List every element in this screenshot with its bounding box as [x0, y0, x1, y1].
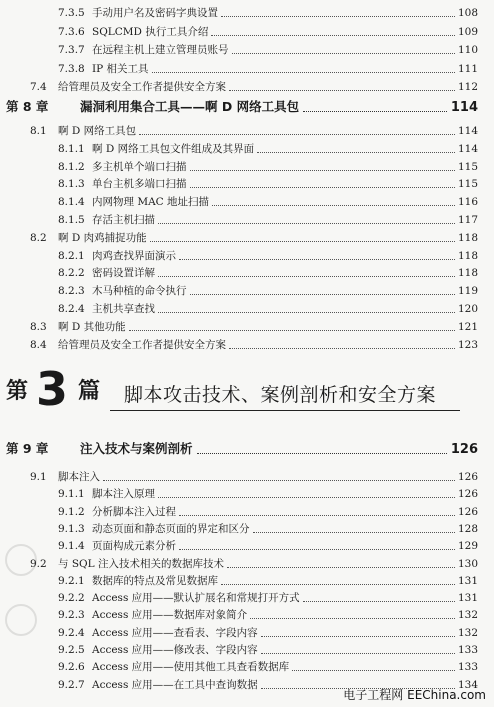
entry-page: 132 — [457, 626, 478, 639]
entry-page: 131 — [457, 574, 478, 587]
entry-title: Access 应用——修改表、字段内容 — [92, 644, 258, 656]
chapter-number: 第 8 章 — [6, 99, 49, 114]
leader-dots — [103, 479, 455, 481]
toc-entry[interactable] — [0, 522, 478, 536]
toc-entry[interactable] — [0, 470, 478, 484]
entry-title: Access 应用——在工具中查询数据 — [92, 678, 258, 691]
toc-entry[interactable] — [0, 249, 478, 263]
entry-page: 119 — [457, 285, 478, 298]
entry-title: 动态页面和静态页面的界定和区分 — [92, 522, 250, 535]
entry-number: 8.1 — [30, 125, 47, 137]
entry-title: 单台主机多端口扫描 — [92, 178, 187, 191]
entry-title: SQLCMD 执行工具介绍 — [92, 25, 209, 38]
entry-number: 9.2.1 — [58, 574, 85, 587]
leader-dots — [292, 669, 455, 671]
entry-number: 9.2.3 — [58, 609, 85, 622]
entry-number: 9.2.6 — [58, 661, 85, 674]
leader-dots — [229, 347, 455, 349]
toc-entry[interactable] — [0, 6, 478, 20]
entry-number: 7.3.6 — [58, 25, 85, 38]
entry-number: 9.2.7 — [58, 678, 85, 691]
watermark: 电子工程网 EEChina.com — [343, 688, 486, 702]
chapter-9-heading[interactable] — [0, 440, 478, 458]
entry-page: 130 — [457, 557, 478, 570]
entry-title: 分析脚本注入过程 — [92, 505, 176, 518]
entry-title: 密码设置详解 — [92, 267, 155, 280]
leader-dots — [158, 311, 455, 313]
part-title: 脚本攻击技术、案例剖析和安全方案 — [124, 384, 437, 406]
entry-number: 9.1.1 — [58, 488, 85, 501]
entry-title: 页面构成元素分析 — [92, 540, 176, 553]
leader-dots — [232, 52, 455, 54]
toc-entry[interactable] — [0, 643, 478, 657]
leader-dots — [152, 71, 455, 73]
leader-dots — [212, 204, 455, 206]
toc-entry[interactable] — [0, 338, 478, 352]
toc-entry[interactable] — [0, 574, 478, 588]
entry-number: 9.1 — [30, 471, 47, 483]
leader-dots — [190, 169, 455, 171]
entry-number: 9.1.4 — [58, 540, 85, 553]
entry-title: 啊 D 其他功能 — [58, 320, 126, 333]
chapter-number: 第 9 章 — [6, 441, 49, 456]
entry-title: 啊 D 网络工具包 — [58, 125, 137, 137]
entry-page: 118 — [457, 249, 478, 262]
entry-page: 118 — [457, 231, 478, 244]
entry-number: 7.3.5 — [58, 7, 85, 19]
chapter-page: 126 — [450, 442, 478, 457]
toc-entry[interactable] — [0, 25, 478, 39]
leader-dots — [227, 566, 455, 568]
entry-title: 啊 D 肉鸡捕捉功能 — [58, 231, 147, 244]
entry-number: 9.1.2 — [58, 505, 85, 518]
entry-title: Access 应用——默认扩展名和常规打开方式 — [92, 592, 300, 605]
seal-stamp-decoration — [4, 520, 38, 670]
entry-number: 7.3.8 — [58, 62, 85, 75]
entry-title: 与 SQL 注入技术相关的数据库技术 — [58, 557, 224, 570]
leader-dots — [158, 222, 455, 224]
entry-page: 111 — [457, 62, 478, 75]
toc-entry[interactable] — [0, 591, 478, 605]
toc-entry[interactable] — [0, 177, 478, 191]
leader-dots — [197, 452, 447, 454]
entry-number: 8.1.5 — [58, 214, 85, 226]
leader-dots — [211, 34, 455, 36]
entry-number: 8.1.3 — [58, 178, 85, 191]
entry-title: 在远程主机上建立管理员账号 — [92, 44, 229, 56]
leader-dots — [158, 496, 455, 498]
part-suffix: 篇 — [78, 379, 101, 404]
entry-page: 131 — [457, 592, 478, 605]
part-3-heading[interactable] — [0, 362, 494, 418]
chapter-title: 漏洞利用集合工具——啊 D 网络工具包 — [80, 99, 300, 114]
leader-dots — [150, 240, 455, 242]
toc-entry[interactable] — [0, 62, 478, 76]
chapter-page: 114 — [450, 100, 478, 115]
leader-dots — [250, 617, 455, 619]
leader-dots — [190, 293, 455, 295]
entry-page: 120 — [457, 303, 478, 315]
toc-entry[interactable] — [0, 320, 478, 334]
toc-entry[interactable] — [0, 505, 478, 519]
entry-page: 108 — [457, 7, 478, 19]
entry-page: 116 — [457, 196, 478, 209]
entry-title: IP 相关工具 — [92, 62, 149, 75]
toc-entry[interactable] — [0, 626, 478, 640]
toc-entry[interactable] — [0, 608, 478, 622]
entry-title: 多主机单个端口扫描 — [92, 160, 187, 173]
entry-title: 给管理员及安全工作者提供安全方案 — [58, 338, 226, 351]
entry-page: 133 — [457, 661, 478, 674]
leader-dots — [139, 133, 455, 135]
entry-number: 7.3.7 — [58, 44, 85, 56]
entry-page: 128 — [457, 522, 478, 535]
leader-dots — [190, 186, 455, 188]
entry-number: 8.1.2 — [58, 160, 85, 173]
entry-number: 8.1.1 — [58, 142, 85, 155]
entry-title: 主机共享查找 — [92, 303, 155, 315]
entry-number: 8.4 — [30, 338, 47, 351]
entry-number: 8.2.1 — [58, 249, 85, 262]
leader-dots — [158, 275, 455, 277]
leader-dots — [257, 151, 455, 153]
entry-page: 115 — [457, 160, 478, 173]
entry-number: 7.4 — [30, 81, 47, 93]
entry-title: 存活主机扫描 — [92, 214, 155, 226]
part-prefix: 第 — [6, 379, 29, 404]
toc-entry[interactable] — [0, 487, 478, 501]
entry-page: 134 — [457, 678, 478, 691]
toc-entry[interactable] — [0, 195, 478, 209]
entry-number: 9.1.3 — [58, 522, 85, 535]
leader-dots — [179, 514, 455, 516]
toc-entry[interactable] — [0, 124, 478, 138]
entry-number: 8.2.4 — [58, 303, 85, 315]
entry-page: 112 — [457, 81, 478, 93]
entry-number: 8.2 — [30, 231, 47, 244]
leader-dots — [303, 600, 455, 602]
leader-dots — [253, 531, 455, 533]
entry-page: 121 — [457, 320, 478, 333]
leader-dots — [221, 15, 455, 17]
entry-title: 手动用户名及密码字典设置 — [92, 7, 218, 19]
toc-entry[interactable] — [0, 302, 478, 316]
entry-title: 木马种植的命令执行 — [92, 285, 187, 298]
toc-entry[interactable] — [0, 213, 478, 227]
leader-dots — [179, 258, 455, 260]
entry-number: 9.2 — [30, 557, 47, 570]
entry-title: Access 应用——数据库对象简介 — [92, 609, 248, 622]
entry-page: 126 — [457, 488, 478, 501]
entry-page: 118 — [457, 267, 478, 280]
entry-title: 脚本注入 — [58, 471, 100, 483]
entry-number: 8.2.2 — [58, 267, 85, 280]
leader-dots — [303, 110, 447, 112]
entry-page: 117 — [457, 214, 478, 226]
toc-entry[interactable] — [0, 557, 478, 571]
part-underline — [110, 410, 460, 411]
entry-title: 脚本注入原理 — [92, 488, 155, 501]
entry-number: 8.1.4 — [58, 196, 85, 209]
entry-page: 133 — [457, 644, 478, 656]
entry-number: 9.2.5 — [58, 644, 85, 656]
chapter-title: 注入技术与案例剖析 — [80, 441, 193, 456]
entry-title: 内网物理 MAC 地址扫描 — [92, 196, 210, 209]
leader-dots — [261, 635, 455, 637]
toc-entry[interactable] — [0, 266, 478, 280]
entry-page: 126 — [457, 471, 478, 483]
leader-dots — [179, 548, 455, 550]
entry-page: 114 — [457, 125, 478, 137]
toc-entry[interactable] — [0, 231, 478, 245]
entry-page: 132 — [457, 609, 478, 622]
leader-dots — [229, 89, 455, 91]
entry-page: 123 — [457, 338, 478, 351]
entry-number: 9.2.2 — [58, 592, 85, 605]
leader-dots — [129, 329, 455, 331]
entry-number: 9.2.4 — [58, 626, 85, 639]
toc-entry[interactable] — [0, 660, 478, 674]
toc-entry[interactable] — [0, 160, 478, 174]
entry-title: 数据库的特点及常见数据库 — [92, 574, 218, 587]
entry-page: 115 — [457, 178, 478, 191]
entry-title: 啊 D 网络工具包文件组成及其界面 — [92, 142, 255, 155]
toc-entry[interactable] — [0, 142, 478, 156]
toc-entry[interactable] — [0, 539, 478, 553]
entry-page: 126 — [457, 505, 478, 518]
leader-dots — [261, 652, 455, 654]
toc-entry[interactable] — [0, 284, 478, 298]
toc-entry[interactable] — [0, 43, 478, 57]
toc-entry[interactable] — [0, 80, 478, 94]
entry-page: 129 — [457, 540, 478, 553]
entry-title: 给管理员及安全工作者提供安全方案 — [58, 81, 226, 93]
entry-page: 110 — [457, 44, 478, 56]
entry-number: 8.2.3 — [58, 285, 85, 298]
leader-dots — [221, 583, 455, 585]
part-number: 3 — [36, 362, 69, 416]
entry-page: 109 — [457, 25, 478, 38]
entry-title: Access 应用——使用其他工具查看数据库 — [92, 661, 290, 674]
entry-page: 114 — [457, 142, 478, 155]
entry-title: Access 应用——查看表、字段内容 — [92, 626, 258, 639]
entry-number: 8.3 — [30, 320, 47, 333]
chapter-8-heading[interactable] — [0, 98, 478, 116]
entry-title: 肉鸡查找界面演示 — [92, 249, 176, 262]
